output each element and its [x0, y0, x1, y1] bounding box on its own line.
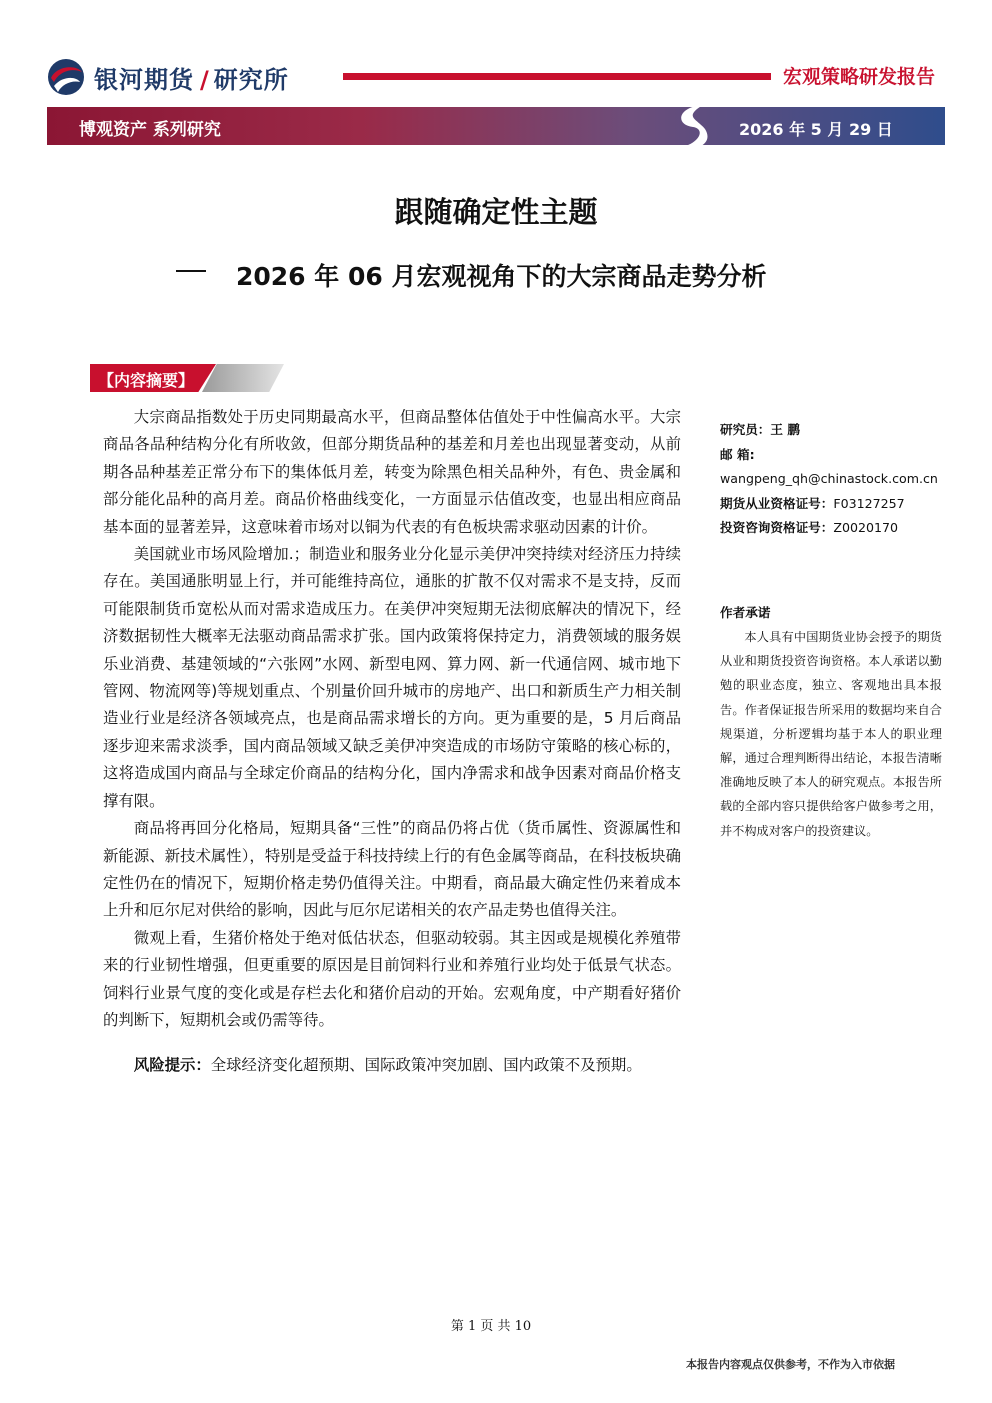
futures-cert-label: 期货从业资格证号： — [720, 495, 834, 511]
series-title: 博观资产 系列研究 — [79, 120, 221, 140]
slash-divider: / — [200, 66, 210, 94]
footer-disclaimer: 本报告内容观点仅供参考，不作为入市依据 — [686, 1358, 895, 1371]
email-label: 邮 箱: — [720, 446, 755, 462]
risk-text: 全球经济变化超预期、国际政策冲突加剧、国内政策不及预期。 — [210, 1056, 642, 1075]
summary-tag — [90, 364, 284, 392]
researcher-name: 王 鹏 — [770, 422, 800, 437]
summary-body — [103, 404, 681, 1080]
page-number: 第 1 页 共 10 — [450, 1319, 532, 1334]
futures-cert-value: F03127257 — [833, 495, 905, 511]
invest-cert-label: 投资咨询资格证号： — [720, 520, 834, 535]
summary-tag-label: 【内容摘要】 — [98, 371, 195, 390]
summary-paragraph: 商品将再回分化格局，短期具备“三性”的商品仍将占优（货币属性、资源属性和新能源、新技术属性），特别是受益于科技持续上行的有色金属等商品，在科技板块确定性仍在的情况下，短期价格走势仍值得关注。中期看，商品最大确定性仍来着成本上升和厄尔尼对供给的影响，因此与厄尔尼诺相关的农产品走势也值得关注。 — [103, 819, 681, 920]
page-title: 跟随确定性主题 — [394, 195, 598, 229]
summary-paragraph: 美国就业市场风险增加.；制造业和服务业分化显示美伊冲突持续对经济压力持续存在。美国通胀明显上行，并可能维持高位，通胀的扩散不仅对需求不是支持，反而可能限制货币宽松从而对需求造成压力。在美伊冲突短期无法彻底解决的情况下，经济数据韧性大概率无法驱动商品需求扩张。国内政策将保持定力，消费领域的服务娱乐业消费、基建领域的“六张网”水网、新型电网、算力网、新一代通信网、城市地下管网、物流网等)等规划重点、个别量价回升城市的房地产、出口和新质生产力相关制造业行业是经济各领域亮点，也是商品需求增长的方向。更为重要的是，5 月后商品逐步迎来需求淡季，国内商品领域又缺乏美伊冲突造成的市场防守策略的核心标的，这将造成国内商品与全球定价商品的结构分化，国内净需求和战争因素对商品价格支撑有限。 — [103, 545, 681, 810]
company-label: 银河期货 — [94, 66, 194, 94]
institute-label: 研究所 — [213, 66, 289, 94]
report-type: 宏观策略研发报告 — [783, 66, 936, 88]
invest-cert-value: Z0020170 — [833, 520, 899, 535]
commitment-text: 本人具有中国期货业协会授予的期货从业和期货投资咨询资格。本人承诺以勤勉的职业态度，独立、客观地出具本报告。作者保证报告所采用的数据均来自合规渠道，分析逻辑均基于本人的职业理解，通过合理判断得出结论，本报告清晰准确地反映了本人的研究观点。本报告所载的全部内容只提供给客户做参考之用，并不构成对客户的投资建议。 — [720, 630, 942, 838]
summary-paragraph: 大宗商品指数处于历史同期最高水平，但商品整体估值处于中性偏高水平。大宗商品各品种结构分化有所收敛，但部分期货品种的基差和月差也出现显著变动，从前期各品种基差正常分布下的集体低月差，转变为除黑色相关品种外，有色、贵金属和部分能化品种的高月差。商品价格曲线变化，一方面显示估值改变，也显出相应商品基本面的显著差异，这意味着市场对以铜为代表的有色板块需求驱动因素的计价。 — [103, 408, 681, 536]
risk-warning — [103, 1052, 681, 1079]
summary-paragraph: 微观上看，生猪价格处于绝对低估状态，但驱动较弱。其主因或是规模化养殖带来的行业韧性增强，但更重要的原因是目前饲料行业和养殖行业均处于低景气状态。饲料行业景气度的变化或是存栏去化和猪价启动的开始。宏观角度，中产期看好猪价的判断下，短期机会或仍需等待。 — [103, 928, 681, 1029]
researcher-row — [720, 418, 942, 443]
subtitle-dash — [176, 270, 206, 272]
company-name — [94, 60, 289, 95]
email-value[interactable]: wangpeng_qh@chinastock.com.cn — [720, 471, 938, 486]
header-rule — [343, 73, 771, 80]
swoosh-icon — [659, 101, 719, 153]
email-label-row — [720, 443, 942, 468]
report-date: 2026 年 5 月 29 日 — [739, 120, 893, 139]
author-sidebar — [720, 418, 942, 843]
page-subtitle: 2026 年 06 月宏观视角下的大宗商品走势分析 — [236, 262, 767, 291]
risk-label: 风险提示： — [133, 1056, 211, 1075]
futures-cert-row — [720, 492, 942, 517]
researcher-label: 研究员： — [720, 422, 771, 437]
company-logo-icon — [46, 58, 86, 96]
invest-cert-row — [720, 516, 942, 541]
header-banner — [47, 107, 945, 145]
commitment-heading: 作者承诺 — [720, 604, 771, 620]
summary-tag-accent — [202, 364, 284, 392]
